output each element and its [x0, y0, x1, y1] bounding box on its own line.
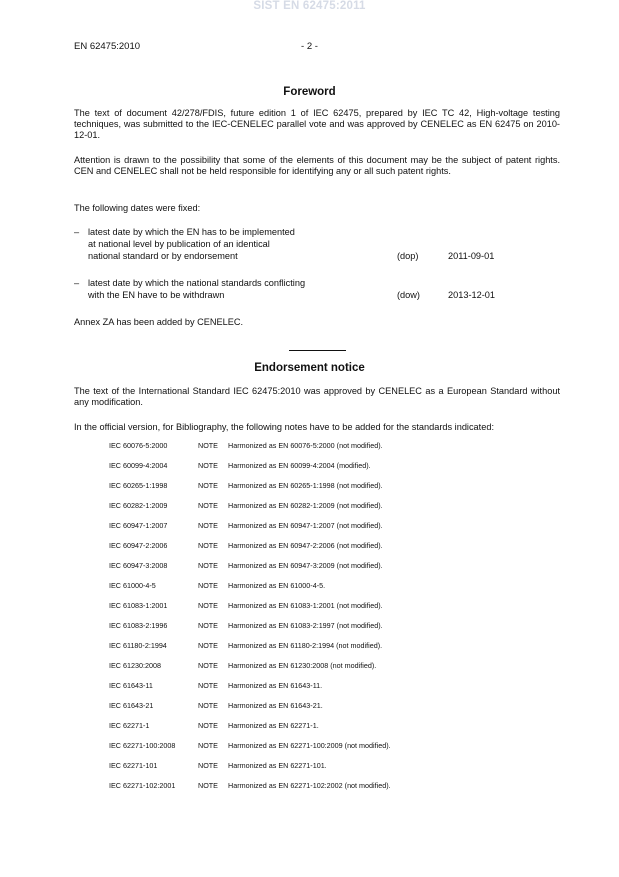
foreword-paragraph-1: The text of document 42/278/FDIS, future edition 1 of IEC 62475, prepared by IEC TC 42, High-voltage testing techniques, was submitted to the IEC-CENELEC parallel vote and was approved by CENELEC as EN 62475 on 2010-12-01. [74, 108, 560, 140]
note-standard: IEC 62271-100:2008 [109, 741, 176, 750]
note-text: Harmonized as EN 61083-1:2001 (not modified). [228, 601, 383, 610]
date-item-dow-line1: latest date by which the national standards conflicting [88, 278, 306, 288]
note-keyword: NOTE [198, 681, 218, 690]
list-bullet: – [74, 278, 80, 288]
note-standard: IEC 61180-2:1994 [109, 641, 167, 650]
note-keyword: NOTE [198, 781, 218, 790]
note-text: Harmonized as EN 62271-101. [228, 761, 327, 770]
note-text: Harmonized as EN 61230:2008 (not modified). [228, 661, 377, 670]
note-keyword: NOTE [198, 541, 218, 550]
date-code-dop: (dop) [397, 251, 419, 261]
note-text: Harmonized as EN 61180-2:1994 (not modified). [228, 641, 383, 650]
note-text: Harmonized as EN 60099-4:2004 (modified). [228, 461, 371, 470]
foreword-title: Foreword [283, 86, 336, 98]
endorsement-paragraph-2: In the official version, for Bibliography, the following notes have to be added for the standards indicated: [74, 422, 494, 432]
note-keyword: NOTE [198, 441, 218, 450]
note-standard: IEC 60947-2:2006 [109, 541, 168, 550]
note-text: Harmonized as EN 62271-1. [228, 721, 319, 730]
note-text: Harmonized as EN 61643-21. [228, 701, 323, 710]
note-text: Harmonized as EN 60282-1:2009 (not modified). [228, 501, 383, 510]
section-divider [289, 350, 346, 351]
note-keyword: NOTE [198, 641, 218, 650]
note-keyword: NOTE [198, 621, 218, 630]
note-keyword: NOTE [198, 561, 218, 570]
note-keyword: NOTE [198, 481, 218, 490]
note-standard: IEC 62271-1 [109, 721, 150, 730]
note-standard: IEC 60947-3:2008 [109, 561, 168, 570]
note-standard: IEC 61230:2008 [109, 661, 161, 670]
note-text: Harmonized as EN 61000-4-5. [228, 581, 326, 590]
note-standard: IEC 61083-2:1996 [109, 621, 168, 630]
note-text: Harmonized as EN 60947-1:2007 (not modified). [228, 521, 383, 530]
note-keyword: NOTE [198, 581, 218, 590]
note-standard: IEC 61643-11 [109, 681, 153, 690]
date-item-dop-line2: at national level by publication of an identical [88, 239, 270, 249]
note-text: Harmonized as EN 60076-5:2000 (not modified). [228, 441, 383, 450]
date-value-dow: 2013-12-01 [448, 290, 495, 300]
note-text: Harmonized as EN 60265-1:1998 (not modified). [228, 481, 383, 490]
note-keyword: NOTE [198, 501, 218, 510]
note-standard: IEC 61643-21 [109, 701, 154, 710]
note-text: Harmonized as EN 62271-100:2009 (not modified). [228, 741, 391, 750]
note-text: Harmonized as EN 61643-11. [228, 681, 323, 690]
endorsement-title: Endorsement notice [254, 362, 365, 374]
note-keyword: NOTE [198, 661, 218, 670]
note-text: Harmonized as EN 62271-102:2002 (not modified). [228, 781, 391, 790]
note-text: Harmonized as EN 60947-2:2006 (not modified). [228, 541, 383, 550]
note-standard: IEC 60099-4:2004 [109, 461, 168, 470]
note-standard: IEC 61000-4-5 [109, 581, 156, 590]
note-text: Harmonized as EN 60947-3:2009 (not modified). [228, 561, 383, 570]
date-item-dop-line3: national standard or by endorsement [88, 251, 238, 261]
note-keyword: NOTE [198, 461, 218, 470]
date-item-dop-line1: latest date by which the EN has to be implemented [88, 227, 295, 237]
note-standard: IEC 60265-1:1998 [109, 481, 168, 490]
date-value-dop: 2011-09-01 [448, 251, 495, 261]
note-standard: IEC 61083-1:2001 [109, 601, 168, 610]
note-keyword: NOTE [198, 521, 218, 530]
note-keyword: NOTE [198, 741, 218, 750]
endorsement-paragraph-1: The text of the International Standard IEC 62475:2010 was approved by CENELEC as a European Standard without any modification. [74, 386, 560, 407]
note-standard: IEC 60947-1:2007 [109, 521, 168, 530]
note-standard: IEC 62271-102:2001 [109, 781, 176, 790]
foreword-paragraph-3: The following dates were fixed: [74, 203, 201, 213]
note-keyword: NOTE [198, 601, 218, 610]
note-standard: IEC 60282-1:2009 [109, 501, 168, 510]
date-item-dow-line2: with the EN have to be withdrawn [88, 290, 225, 300]
note-keyword: NOTE [198, 701, 218, 710]
note-keyword: NOTE [198, 761, 218, 770]
watermark: SIST EN 62475:2011 [253, 0, 366, 12]
document-id: EN 62475:2010 [74, 41, 141, 52]
date-code-dow: (dow) [397, 290, 420, 300]
note-standard: IEC 60076-5:2000 [109, 441, 168, 450]
note-standard: IEC 62271-101 [109, 761, 158, 770]
page-number: - 2 - [301, 41, 318, 52]
foreword-paragraph-2: Attention is drawn to the possibility that some of the elements of this document may be the subject of patent rights. CEN and CENELEC shall not be held responsible for identifying any or all such patent rights. [74, 155, 560, 176]
note-text: Harmonized as EN 61083-2:1997 (not modified). [228, 621, 383, 630]
list-bullet: – [74, 227, 80, 237]
annex-note: Annex ZA has been added by CENELEC. [74, 317, 244, 327]
note-keyword: NOTE [198, 721, 218, 730]
